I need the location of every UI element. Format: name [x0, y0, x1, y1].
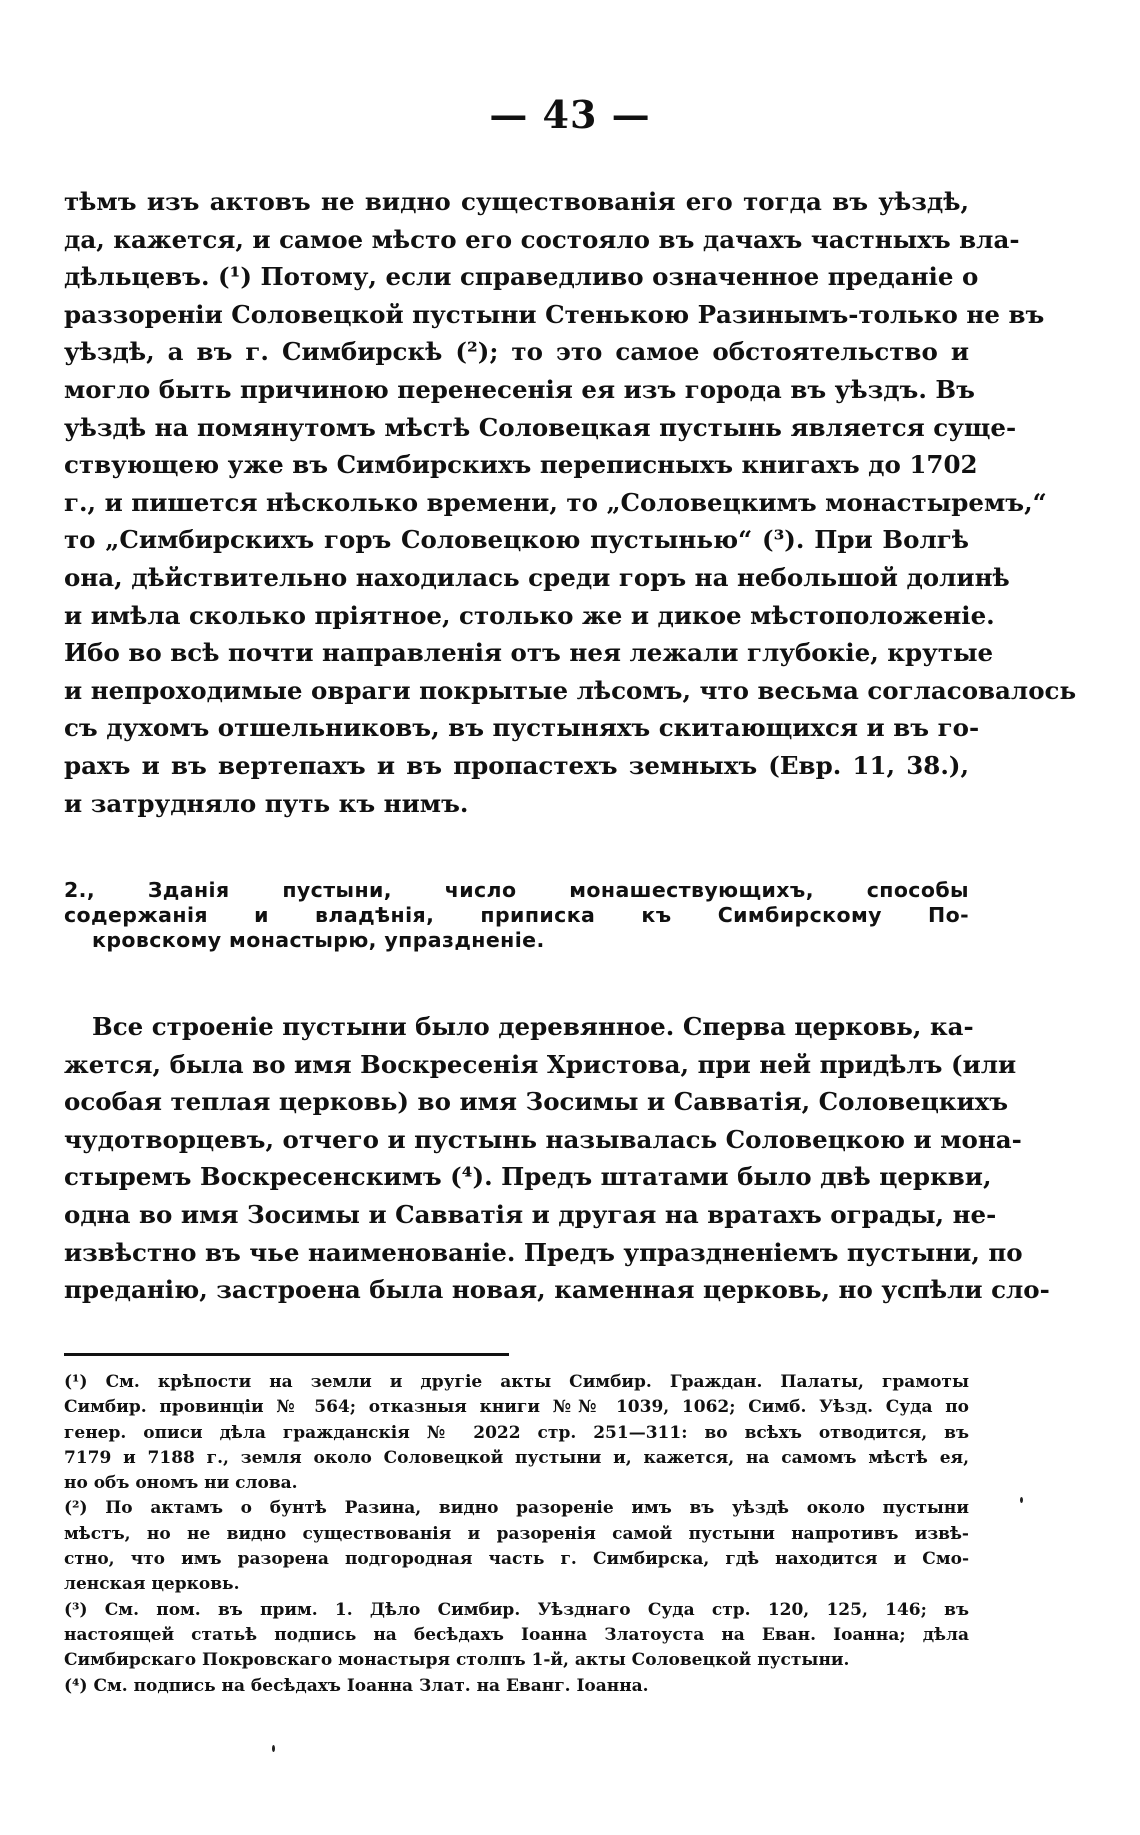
text-line: уѣздѣ, а въ г. Симбирскѣ (²); то это самое обстоятельство и — [64, 337, 969, 367]
text-line: то „Симбирскихъ горъ Соловецкою пустынью“ (³). При Волгѣ — [64, 525, 969, 555]
footnotes — [64, 1370, 969, 1699]
text-line: стыремъ Воскресенскимъ (⁴). Предъ штатами было двѣ церкви, — [64, 1162, 992, 1192]
text-line: преданію, застроена была новая, каменная церковь, но успѣли сло- — [64, 1275, 1050, 1305]
text-line: ствующею уже въ Симбирскихъ переписныхъ книгахъ до 1702 — [64, 450, 978, 480]
text-line: и имѣла сколько пріятное, столько же и дикое мѣстоположеніе. — [64, 600, 995, 630]
text-line: рахъ и въ вертепахъ и въ пропастехъ земныхъ (Евр. 11, 38.), — [64, 750, 969, 780]
print-speck — [272, 1745, 275, 1752]
heading-line: 2., Зданія пустыни, число монашествующихъ, способы — [64, 878, 969, 902]
text-line: и непроходимые овраги покрытые лѣсомъ, что весьма согласовалось — [64, 675, 1077, 705]
text-line: Все строеніе пустыни было деревянное. Сперва церковь, ка- — [92, 1012, 974, 1041]
text-line: съ духомъ отшельниковъ, въ пустыняхъ скитающихся и въ го- — [64, 713, 980, 743]
text-line: чудотворцевъ, отчего и пустынь называлась Соловецкою и мона- — [64, 1124, 1022, 1154]
footnote-line: 7179 и 7188 г., земля около Соловецкой пустыни и, кажется, на самомъ мѣстѣ ея, — [64, 1447, 969, 1468]
footnote-line: стно, что имъ разорена подгородная часть г. Симбирска, гдѣ находится и Смо- — [64, 1549, 969, 1570]
footnote-line: ленская церковь. — [64, 1574, 240, 1595]
text-line: жется, была во имя Воскресенія Христова, при ней придѣлъ (или — [64, 1049, 1017, 1079]
text-line: да, кажется, и самое мѣсто его состояло въ дачахъ частныхъ вла- — [64, 224, 1020, 254]
text-line: тѣмъ изъ актовъ не видно существованія его тогда въ уѣздѣ, — [64, 187, 969, 216]
footnote-line: генер. описи дѣла гражданскія № 2022 стр. 251—311: во всѣхъ отводится, въ — [64, 1422, 969, 1443]
section-heading — [64, 878, 969, 953]
footnote-line: (¹) См. крѣпости на земли и другіе акты Симбир. Граждан. Палаты, грамоты — [64, 1372, 969, 1392]
heading-line: кровскому монастырю, упраздненіе. — [92, 928, 545, 952]
text-line: раззореніи Соловецкой пустыни Стенькою Разинымъ-только не въ — [64, 299, 1045, 329]
text-line: могло быть причиною перенесенія ея изъ города въ уѣздъ. Въ — [64, 374, 975, 404]
footnote-line: Симбирскаго Покровскаго монастыря столпъ 1-й, акты Соловецкой пустыни. — [64, 1650, 850, 1671]
text-line: она, дѣйствительно находилась среди горъ на небольшой долинѣ — [64, 562, 1010, 592]
footnote-line: (²) По актамъ о бунтѣ Разина, видно разореніе имъ въ уѣздѣ около пустыни — [64, 1498, 969, 1519]
text-line: Ибо во всѣ почти направленія отъ нея лежали глубокіе, крутые — [64, 638, 994, 668]
text-line: одна во имя Зосимы и Савватія и другая на вратахъ ограды, не- — [64, 1199, 997, 1229]
footnote-line: настоящей статьѣ подпись на бесѣдахъ Іоанна Златоуста на Еван. Іоанна; дѣла — [64, 1624, 969, 1645]
text-line: и затрудняло путь къ нимъ. — [64, 788, 469, 818]
paragraph-1 — [64, 183, 1077, 822]
footnote-line: но объ ономъ ни слова. — [64, 1473, 298, 1494]
text-line: особая теплая церковь) во имя Зосимы и Савватія, Соловецкихъ — [64, 1087, 1009, 1117]
text-line: г., и пишется нѣсколько времени, то „Соловецкимъ монастыремъ,“ — [64, 487, 1047, 517]
paragraph-2 — [64, 1008, 1050, 1309]
footnote-line: (⁴) См. подпись на бесѣдахъ Іоанна Злат. на Еванг. Іоанна. — [64, 1675, 649, 1696]
footnote-line: Симбир. провинціи № 564; отказныя книги №№ 1039, 1062; Симб. Уѣзд. Суда по — [64, 1397, 969, 1418]
footnote-separator — [64, 1353, 509, 1356]
footnote-line: (³) См. пом. въ прим. 1. Дѣло Симбир. Уѣзднаго Суда стр. 120, 125, 146; въ — [64, 1599, 969, 1620]
text-line: дѣльцевъ. (¹) Потому, если справедливо означенное преданіе о — [64, 262, 979, 292]
heading-line: содержанія и владѣнія, приписка къ Симбирскому По- — [64, 903, 969, 927]
print-speck — [1020, 1497, 1023, 1503]
page-number: — 43 — — [489, 92, 651, 137]
footnote-line: мѣстъ, но не видно существованія и разоренія самой пустыни напротивъ извѣ- — [64, 1523, 969, 1544]
text-line: уѣздѣ на помянутомъ мѣстѣ Соловецкая пустынь является суще- — [64, 412, 1017, 442]
text-line: извѣстно въ чье наименованіе. Предъ упраздненіемъ пустыни, по — [64, 1237, 1023, 1267]
